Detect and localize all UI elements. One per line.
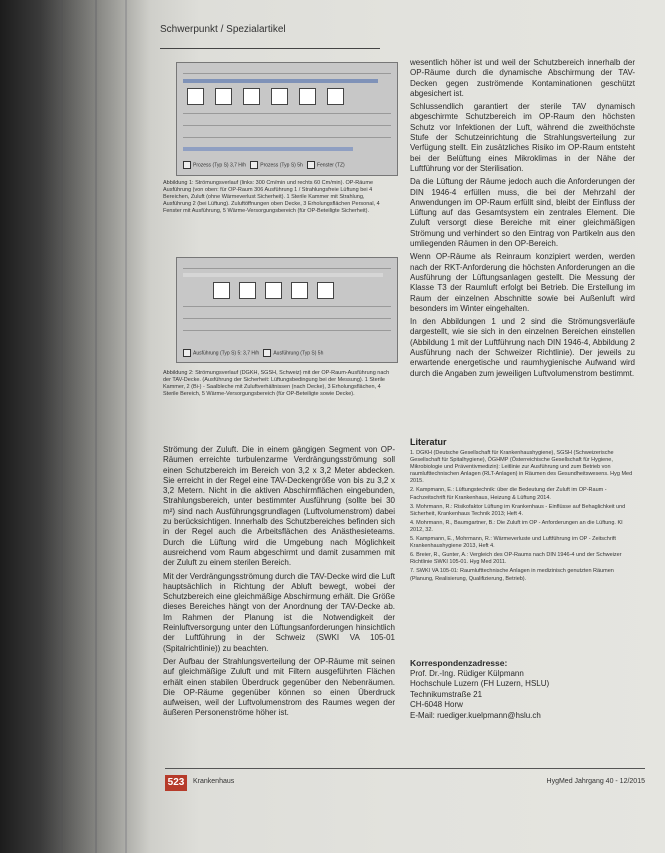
diffuser-square [271, 88, 288, 105]
diffuser-square [265, 282, 282, 299]
figure-line [183, 306, 391, 307]
reference-item: 7. SWKI VA 105-01: Raumlufttechnische Anlagen in medizinisch genutzten Räumen (Planung, Realisierung, Qualifizierung, Betrieb). [410, 568, 614, 582]
airflow-bar [183, 273, 383, 277]
diffuser-square [239, 282, 256, 299]
figure-legend: Prozess (Typ S) 3,7 H/h Prozess (Typ S) 5h Fenster (TZ) [183, 161, 345, 169]
page-edge [95, 0, 97, 853]
right-column-text [410, 58, 635, 382]
diffuser-square [291, 282, 308, 299]
left-column-text [163, 445, 395, 722]
running-header: Schwerpunkt / Spezialartikel [160, 24, 286, 35]
airflow-bar [183, 147, 353, 151]
paragraph: wesentlich höher ist und weil der Schutzbereich innerhalb der OP-Räume durch die dynamische Abschirmung der TAV-Decken gegen zuströmende Kontaminationen geschützt abgesichert ist. [410, 58, 635, 98]
reference-item: 6. Breier, R., Gunter, A.: Vergleich des OP-Raums nach DIN 1946-4 und der Schweizer Richtlinie SWKI 105-01. Hyg Med 2011. [410, 552, 622, 566]
figure-2-caption: Abbildung 2: Strömungsverlauf (DGKH, SGSH, Schweiz) mit der OP-Raum-Ausführung nach der TAV-Decke. (Ausführung der Sicherheit: Lüftungsbedingung bei der Messung). 1 Sterile Kammer, 2 (Bi-) - Saalbleche mit Zuluftverhältnissen (nach Decke), 3 Erholungsflächen, 4 Sterile Bereich, 5 Wärme-Versorgungsbereich (für OP-Beteiligte sowie Decke). [163, 370, 390, 397]
figure-2 [176, 257, 398, 363]
reference-item: 3. Mohrmann, R.: Risikofaktor Lüftung im Krankenhaus - Einflüsse auf Behaglichkeit und Sicherheit, Krankenhaus Technik 2013; Heft 4. [410, 503, 626, 517]
paragraph: Mit der Verdrängungsströmung durch die TAV-Decke wird die Luft hauptsächlich in Richtung der Abluft bewegt, wobei der Schutzbereich eine gleichmäßige Abschirmung erhält. Die Größe dieses Bereiches hängt von der Anordnung der TAV-Decke ab. Im Rahmen der Planung ist die Notwendigkeit der Reinluftversorgung unter den Lüftungsanforderungen hinsichtlich der Luftführung in der Schweiz (SWKI VA 105-01 (Spitalrichtlinie)) zu beachten. [163, 571, 395, 653]
diffuser-square [327, 88, 344, 105]
paragraph: In den Abbildungen 1 und 2 sind die Strömungsverläufe dargestellt, wie sie sich in den einzelnen Bereichen einstellen (Abbildung 1 mit der Luftführung nach DIN 1946-4, Abbildung 2 Ausführung nach der Schweizer Richtlinie). Der jeweils zu erwartende energetische und raumhygienische Aufwand wird durch die Angaben zum jeweiligen Luftvolumenstrom bestimmt. [410, 317, 635, 378]
footer-journal: HygMed Jahrgang 40 - 12/2015 [546, 778, 645, 785]
correspondence-line: Technikumstraße 21 [410, 689, 483, 699]
reference-item: 2. Kampmann, E.: Lüftungstechnik: über die Bedeutung der Zuluft im OP-Raum - Fachzeitschrift für Krankenhaus, Heizung & Lüftung 2014. [410, 487, 607, 501]
paragraph: Der Aufbau der Strahlungsverteilung der OP-Räume mit seinen auf gleichmäßige Zuluft und mit Filtern ausgeführten Flächen erhält einen stabilen Überdruck gegenüber den Nebenräumen. Die OP-Räume gegenüber können so einen Überdruck aufweisen, weil der Luftvolumenstrom des Raumes wegen der äußeren Personenströme höher ist. [163, 656, 395, 718]
footer-rule [165, 768, 645, 769]
diffuser-square [317, 282, 334, 299]
figure-line [183, 73, 391, 74]
reference-item: 5. Kampmann, E., Mohrmann, R.: Wärmeverluste und Luftführung im OP - Zeitschrift Krankenhaushygiene 2013, Heft 4. [410, 536, 616, 550]
correspondence-line: CH-6048 Horw [410, 700, 463, 709]
correspondence-heading: Korrespondenzadresse: [410, 658, 508, 668]
page-number: 523 [165, 775, 187, 791]
figure-line [183, 137, 391, 138]
page-edge [60, 0, 63, 853]
paragraph: Da die Lüftung der Räume jedoch auch die Anforderungen der DIN 1946-4 erfüllen muss, die bei der Mehrzahl der Anwendungen im OP-Raum erfüllt sind, bleibt der Einfluss der Lüftung auf das Gesamtsystem ein zentrales Element. Die Zuluft versorgt diese Bereiche mit einer gleichmäßigen Strömung und verhindert so den Eintrag von Partikeln aus den umliegenden Räumen in den OP-Bereich. [410, 177, 635, 249]
figure-legend: Ausführung (Typ S) 5: 3,7 H/h Ausführung (Typ S) 5h [183, 349, 323, 357]
correspondence-line: Prof. Dr.-Ing. Rüdiger Külpmann [410, 668, 524, 678]
header-rule [160, 48, 380, 49]
airflow-bar [183, 79, 378, 83]
paragraph: Wenn OP-Räume als Reinraum konzipiert werden, werden nach der RKT-Anforderung die höchsten Anforderungen an die Ausführung der Lüftungsanlagen gestellt. Die Messung der Klasse T3 der Raumluft erfolgt bei Betrieb. Die Erstellung im Raum der einzelnen Abschnitte sowie bei Außenluft wird besonders im Winter eingehalten. [410, 252, 635, 313]
diffuser-square [299, 88, 316, 105]
reference-item: 1. DGKH (Deutsche Gesellschaft für Krankenhaushygiene), SGSH (Schweizerische Gesellschaft für Spitalhygiene), ÖGHMP (Österreichische Gesellschaft für Hygiene, Mikrobiologie und Präventivmedizin): Leitlinie zur Ausführung und zum Betrieb von raumlufttechnischen Anlagen (RLT-Anlagen) in Räumen des Gesundheitswesens. Hyg Med 2015. [410, 450, 633, 485]
correspondence-line: Hochschule Luzern (FH Luzern, HSLU) [410, 679, 550, 688]
figure-1-caption: Abbildung 1: Strömungsverlauf (links: 300 Cm/min und rechts 60 Cm/min). OP-Räume Ausführung (von oben: für OP-Raum 306 Ausführung 1 / Strahlungsfreie Lüftung bei 4 Bereichen, Zuluft (ohne Wärmeverlust Sicherheit). 1 Sterile Kammer mit Strahlung, Ausführung 2 (bei Lüftung). Zuluftöffnungen oben Decke, 3 Erholungsflächen Personal, 4 Fenster mit Ausführung, 5 Wärme-Versorgungsbereich (für OP-Beteiligte Sicherheit). [163, 180, 380, 214]
figure-line [183, 318, 391, 319]
diffuser-square [213, 282, 230, 299]
paragraph: Schlussendlich garantiert der sterile TAV dynamisch abgeschirmte Schutzbereich im OP-Raum den höchsten Schutz vor Infektionen der Luft, während die zweithöchste Stufe der Schutzeinrichtung die Strahlungsverteilung zur Verfügung stellt. Ein zusätzliches Risiko im OP-Raum entsteht bei der Belüftung eines Mikroklimas in der Nähe der Luftführung vor der Sterilisation. [410, 102, 635, 173]
literature-heading: Literatur [410, 437, 447, 447]
diffuser-square [215, 88, 232, 105]
literature-list [410, 450, 635, 585]
paragraph: Strömung der Zuluft. Die in einem gängigen Segment von OP-Räumen erreichte turbulenzarme Verdrängungsströmung soll einen Schutzbereich im Bereich von 3,2 x 3,2 Meter abdecken. Sie erreicht in der Regel eine TAV-Deckengröße von bis zu 3,2 x 3,2 Metern. Nicht in die aktiven Abschirmflächen eingebunden, Strahlungsbereich, unter bestimmter Ausführung (sollte bei 30 m²) sind nach Ausführungsgrundlagen (Luftvolumenstrom) dabei zu berücksichtigen. Innerhalb des Schutzbereiches befinden sich in der Regel auch die Arbeitsflächen des Anästhesieteams. Durch die Lüftung wird die Umgebung nach Möglichkeit ausreichend vom Raum abgeschirmt und damit zusammen mit der Zuluft zu einem sterilen Bereich. [163, 445, 395, 568]
diffuser-square [187, 88, 204, 105]
footer-section: Krankenhaus [193, 778, 235, 785]
figure-line [183, 113, 391, 114]
figure-line [183, 268, 391, 269]
figure-line [183, 330, 391, 331]
reference-item: 4. Mohrmann, R., Baumgartner, B.: Die Zuluft im OP - Anforderungen an die Lüftung. KI 2012, 32. [410, 519, 623, 533]
figure-1 [176, 62, 398, 176]
correspondence-block [410, 658, 635, 721]
correspondence-line: E-Mail: ruediger.kuelpmann@hslu.ch [410, 710, 541, 720]
page-edge [125, 0, 127, 853]
figure-line [183, 125, 391, 126]
diffuser-square [243, 88, 260, 105]
